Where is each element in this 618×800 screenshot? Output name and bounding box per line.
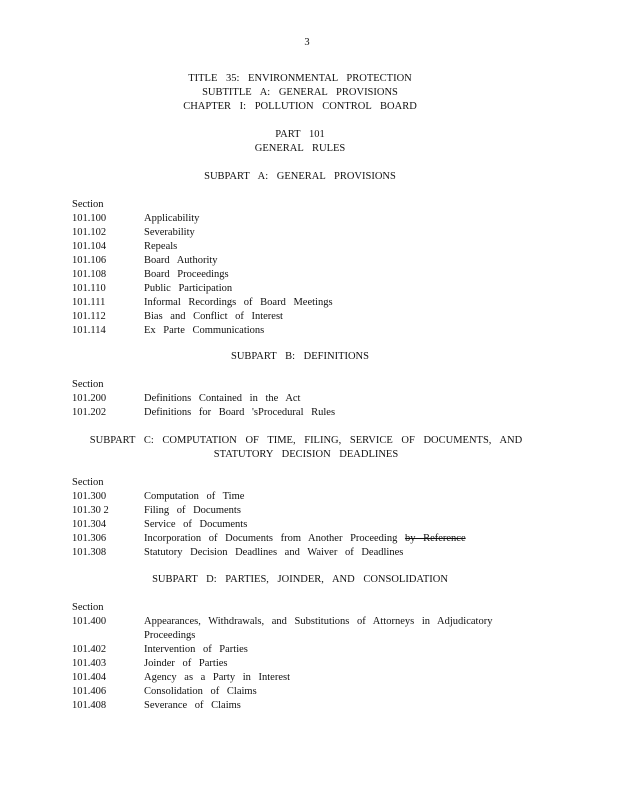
subpart-b-table-of-contents [72,378,532,420]
section-title: Severability [144,227,195,238]
toc-row [72,268,532,282]
subpart-d-table-of-contents [72,601,532,713]
subpart-b-heading-text: SUBPART B: DEFINITIONS [231,351,369,362]
section-number: 101.402 [72,644,107,655]
section-number: 101.304 [72,519,107,530]
section-title-text: Incorporation of Documents from Another Proceeding [144,533,398,544]
toc-row [72,226,532,240]
section-number: 101.112 [72,311,106,322]
section-number: 101.102 [72,227,107,238]
section-title: Definitions for Board 'sProcedural Rules [144,407,336,418]
section-number: 101.200 [72,393,107,404]
toc-row [72,392,532,406]
subpart-c-heading [0,434,612,462]
section-number: 101.306 [72,533,107,544]
toc-row [72,643,532,657]
section-number: 101.404 [72,672,107,683]
section-title: Computation of Time [144,491,245,502]
section-title: Service of Documents [144,519,248,530]
toc-row [72,504,532,518]
part-line: PART 101 [275,129,325,140]
subpart-a-heading-text: SUBPART A: GENERAL PROVISIONS [204,171,396,182]
section-label: Section [72,477,104,488]
section-number: 101.100 [72,213,107,224]
subpart-c-heading-line-1: SUBPART C: COMPUTATION OF TIME, FILING, SERVICE OF DOCUMENTS, AND [89,435,523,446]
section-title: Joinder of Parties [144,658,228,669]
toc-row [72,532,532,546]
section-title: Ex Parte Communications [144,325,265,336]
section-label: Section [72,199,104,210]
section-title: Repeals [144,241,178,252]
section-title: Agency as a Party in Interest [144,672,291,683]
page-number: 3 [304,37,310,48]
section-title: Definitions Contained in the Act [144,393,301,404]
section-number: 101.202 [72,407,107,418]
toc-row [72,282,532,296]
section-title: Appearances, Withdrawals, and Substitutions of Attorneys in Adjudicatory Proceedings [144,616,493,641]
toc-row [72,324,532,338]
section-number: 101.110 [72,283,106,294]
section-number: 101.111 [72,297,106,308]
toc-row [72,296,532,310]
toc-row [72,657,532,671]
subpart-a-table-of-contents [72,198,532,338]
toc-row [72,546,532,560]
section-number: 101.400 [72,616,107,627]
section-number: 101.114 [72,325,106,336]
title-line: TITLE 35: ENVIRONMENTAL PROTECTION [188,73,412,84]
chapter-line: CHAPTER I: POLLUTION CONTROL BOARD [183,101,417,112]
section-number: 101.406 [72,686,107,697]
toc-row [72,490,532,504]
section-title: Applicability [144,213,200,224]
section-number: 101.300 [72,491,107,502]
section-number: 101.106 [72,255,107,266]
toc-row [72,685,532,699]
subpart-c-table-of-contents [72,476,532,560]
subtitle-line: SUBTITLE A: GENERAL PROVISIONS [202,87,398,98]
section-title: Filing of Documents [144,505,241,516]
section-title: Statutory Decision Deadlines and Waiver of Deadlines [144,547,404,558]
section-title: Consolidation of Claims [144,686,257,697]
section-number: 101.403 [72,658,107,669]
section-title: Severance of Claims [144,700,241,711]
subpart-d-heading [0,573,600,587]
part-name-line: GENERAL RULES [254,143,346,154]
subpart-a-heading [0,170,600,184]
toc-row [72,406,532,420]
toc-row [72,518,532,532]
section-label: Section [72,379,104,390]
section-number: 101.30 2 [72,505,109,516]
toc-row [72,310,532,324]
section-title [144,532,532,546]
section-title: Public Participation [144,283,233,294]
section-number: 101.104 [72,241,107,252]
part-header [0,128,600,156]
toc-row [72,212,532,226]
toc-row [72,254,532,268]
struck-text: by Reference [404,533,466,544]
section-number: 101.408 [72,700,107,711]
section-title: Board Proceedings [144,269,229,280]
toc-row [72,671,532,685]
section-title: Informal Recordings of Board Meetings [144,297,333,308]
section-title: Intervention of Parties [144,644,248,655]
subpart-b-heading [0,350,600,364]
section-title: Board Authority [144,255,218,266]
toc-row [72,240,532,254]
subpart-d-heading-text: SUBPART D: PARTIES, JOINDER, AND CONSOLIDATION [152,574,448,585]
section-number: 101.108 [72,269,107,280]
section-label: Section [72,602,104,613]
subpart-c-heading-line-2: STATUTORY DECISION DEADLINES [213,449,399,460]
section-number: 101.308 [72,547,107,558]
document-header [0,72,600,114]
section-title: Bias and Conflict of Interest [144,311,283,322]
toc-row [72,615,532,643]
toc-row [72,699,532,713]
